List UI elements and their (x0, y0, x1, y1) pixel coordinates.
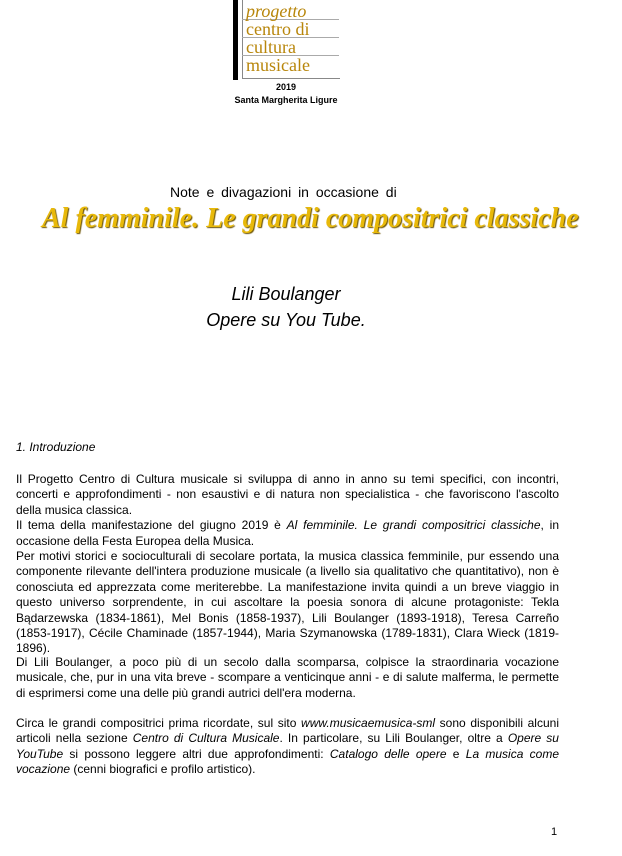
page-number: 1 (551, 826, 558, 838)
paragraph-text: Per motivi storici e socioculturali di secolare portata, la musica classica femminile, pur essendo una componente rilevante dell'intera produzione musicale (a livello sia qualitativo che quantitativo), non è conosciuta ed apprezzata come meriterebbe. La manifestazione invita quindi a un breve viaggio in questo universo sorprendente, in cui ascoltare la poesia sonora di alcune protagoniste: Tekla Bądarzewska (1834-1861), Mel Bonis (1858-1937), Lili Boulanger (1893-1918), Teresa Carreño (1853-1917), Cécile Chaminade (1857-1944), Maria Szymanowska (1789-1831), Clara Wieck (1819-1896). (16, 549, 559, 656)
vocation-title: La musica come vocazione (16, 746, 560, 777)
works-line: Opere su You Tube. (206, 310, 366, 330)
author-name: Lili Boulanger (231, 284, 341, 304)
paragraph-text: (cenni biografici e profilo artistico). (70, 762, 256, 777)
logo-word: centro di (246, 19, 310, 39)
header-place: Santa Margherita Ligure (234, 95, 338, 105)
paragraph-boulanger: Di Lili Boulanger, a poco più di un secolo dalla scomparsa, colpisce la straordinaria vocazione musicale, che, pur in una vita breve - scompare a venticinque anni - e di salute malferma, le permette di esprimersi come una delle più grandi autrici dell'era moderna. (16, 655, 559, 700)
paragraph-text: si possono leggere altri due approfondimenti: (63, 746, 330, 761)
main-title: Al femminile. Le grandi compositrici classiche (42, 203, 579, 234)
paragraph-resources (16, 716, 559, 778)
paragraph-text: Il tema della manifestazione del giugno 2019 è (16, 518, 287, 533)
catalog-title: Catalogo delle opere (329, 746, 447, 761)
paragraph-text: , in occasione della Festa Europea della Musica. (16, 518, 559, 548)
site-link[interactable]: www.musicaemusica-sml (301, 716, 436, 730)
logo-word: musicale (246, 55, 310, 75)
works-title: Opere su YouTube (16, 731, 559, 761)
paragraph-text: . In particolare, su Lili Boulanger, oltre a (279, 731, 508, 746)
paragraph-text: Il Progetto Centro di Cultura musicale si sviluppa di anno in anno su temi specifici, con incontri, concerti e approfondimenti - non esaustivi e di natura non specialistica - che favoriscono l'ascolto della musica classica. (16, 472, 559, 517)
subtitle: Note e divagazioni in occasione di (170, 184, 397, 200)
paragraph-text: sono disponibili alcuni articoli nella sezione (16, 716, 559, 746)
paragraph-intro (16, 472, 559, 657)
logo (233, 0, 339, 80)
theme-title: Al femminile. Le grandi compositrici classiche (286, 518, 541, 533)
logo-word: cultura (246, 37, 296, 57)
header-year: 2019 (275, 82, 297, 92)
paragraph-text: Circa le grandi compositrici prima ricordate, sul sito (16, 716, 302, 730)
logo-word: progetto (246, 1, 307, 21)
logo-bar (233, 0, 238, 80)
section-name: Centro di Cultura Musicale (132, 731, 280, 746)
section-heading: 1. Introduzione (16, 440, 96, 454)
paragraph-text: e (446, 746, 466, 761)
